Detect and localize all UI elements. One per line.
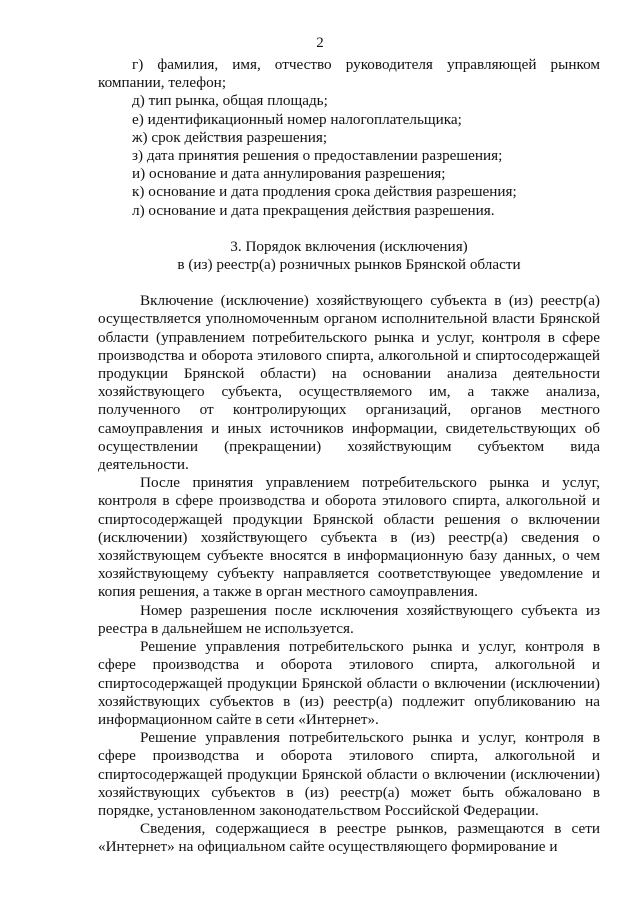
list-item-k: к) основание и дата продления срока действия разрешения; (132, 183, 517, 201)
list-item-l: л) основание и дата прекращения действия разрешения. (132, 201, 495, 219)
paragraph-2: После принятия управлением потребительского рынка и услуг, контроля в сфере производства и оборота этилового спирта, алкогольной и спиртосодержащей продукции Брянской области решения о включении (исключении) хозяйствующего субъекта в (из) реестр(а) сведения о хозяйствующем субъекте вносятся в информационную базу данных, о чем хозяйствующему субъекту направляется соответствующее уведомление и копия решения, а также в орган местного самоуправления. (98, 474, 600, 601)
list-item-d: д) тип рынка, общая площадь; (132, 92, 328, 110)
paragraph-3: Номер разрешения после исключения хозяйствующего субъекта из реестра в дальнейшем не используется. (98, 601, 600, 637)
paragraph-6: Сведения, содержащиеся в реестре рынков, размещаются в сети «Интернет» на официальном сайте осуществляющего формирование и (98, 820, 600, 856)
page-number: 2 (316, 35, 324, 51)
list-item-g: г) фамилия, имя, отчество руководителя управляющей рынком компании, телефон; (98, 56, 600, 92)
list-item-i: и) основание и дата аннулирования разрешения; (132, 165, 446, 183)
paragraph-4: Решение управления потребительского рынка и услуг, контроля в сфере производства и оборота этилового спирта, алкогольной и спиртосодержащей продукции Брянской области о включении (исключении) хозяйствующих субъектов в (из) реестр(а) подлежит опубликованию на информационном сайте в сети «Интернет». (98, 638, 600, 728)
document-body (98, 56, 600, 857)
list-item-e: е) идентификационный номер налогоплательщика; (132, 110, 462, 128)
paragraph-5: Решение управления потребительского рынка и услуг, контроля в сфере производства и оборота этилового спирта, алкогольной и спиртосодержащей продукции Брянской области о включении (исключении) хозяйствующих субъектов в (из) реестр(а) может быть обжаловано в порядке, установленном законодательством Российской Федерации. (98, 729, 600, 819)
list-item-z: з) дата принятия решения о предоставлении разрешения; (132, 147, 503, 165)
section-title-line-2: в (из) реестр(а) розничных рынков Брянской области (177, 256, 521, 274)
section-title-line-1: 3. Порядок включения (исключения) (230, 237, 468, 255)
list-item-zh: ж) срок действия разрешения; (132, 128, 328, 146)
paragraph-1: Включение (исключение) хозяйствующего субъекта в (из) реестр(а) осуществляется уполномоченным органом исполнительной власти Брянской области (управлением потребительского рынка и услуг, контроля в сфере производства и оборота этилового спирта, алкогольной и спиртосодержащей продукции Брянской области) на основании анализа деятельности хозяйствующего субъекта, осуществляемого им, а также анализа, полученного от контролирующих организаций, органов местного самоуправления и иных источников информации, свидетельствующих об осуществлении (прекращении) хозяйствующим субъектом вида деятельности. (98, 292, 600, 474)
